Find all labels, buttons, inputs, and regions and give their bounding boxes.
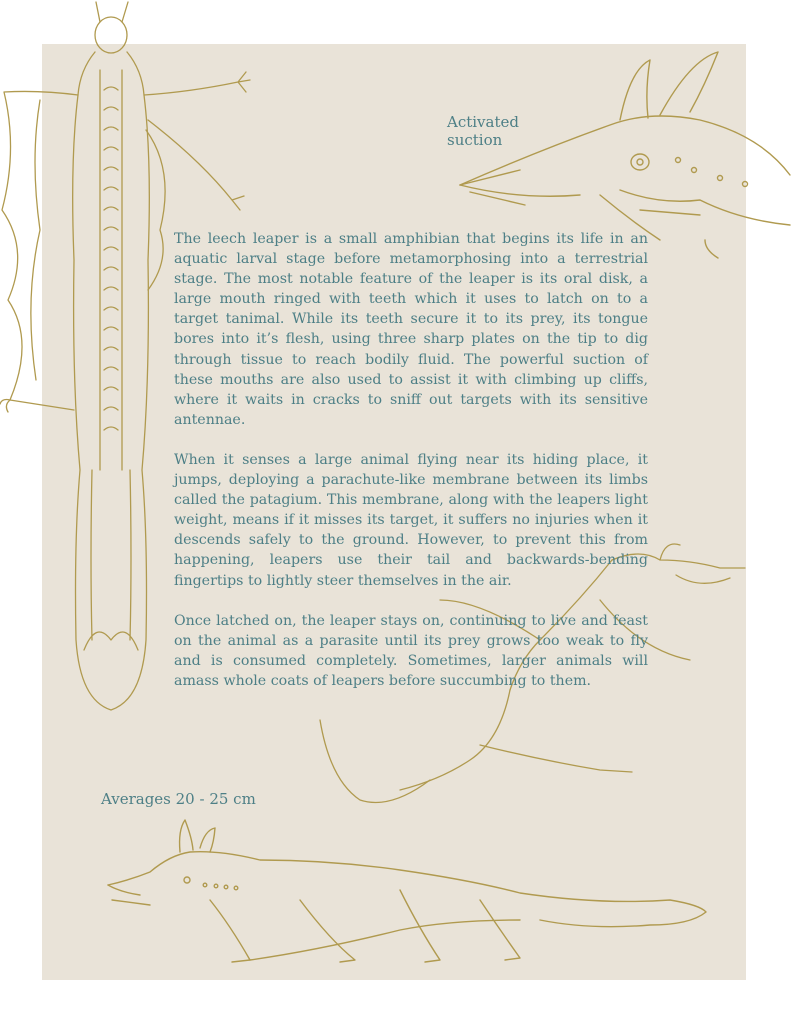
description-body xyxy=(174,229,648,711)
paragraph-patagium: When it senses a large animal flying near its hiding place, it jumps, deploying a parachute-like membrane between its limbs called the patagium. This membrane, along with the leapers light weight, means if it misses its target, it suffers no injuries when it descends safely to the ground. However, to prevent this from happening, leapers use their tail and backwards-bending fingertips to lightly steer themselves in the air. xyxy=(174,451,648,589)
head-closeup-sketch xyxy=(460,52,790,258)
activated-suction-caption: Activated suction xyxy=(447,113,519,149)
side-view-sketch xyxy=(108,820,706,962)
size-note: Averages 20 - 25 cm xyxy=(101,790,256,808)
paragraph-oral-disk: The leech leaper is a small amphibian that begins its life in an aquatic larval stage before metamorphosing into a terrestrial stage. The most notable feature of the leaper is its oral disk, a large mouth ringed with teeth which it uses to latch on to a target tanimal. While its teeth secure it to its prey, its tongue bores into it’s flesh, using three sharp plates on the tip to dig through tissue to reach bodily fluid. The powerful suction of these mouths are also used to assist it with climbing up cliffs, where it waits in cracks to sniff out targets with its sensitive antennae. xyxy=(174,231,648,428)
paragraph-parasite: Once latched on, the leaper stays on, continuing to live and feast on the animal as a parasite until its prey grows too weak to fly and is consumed completely. Sometimes, larger animals will amass whole coats of leapers before succumbing to them. xyxy=(174,612,648,689)
